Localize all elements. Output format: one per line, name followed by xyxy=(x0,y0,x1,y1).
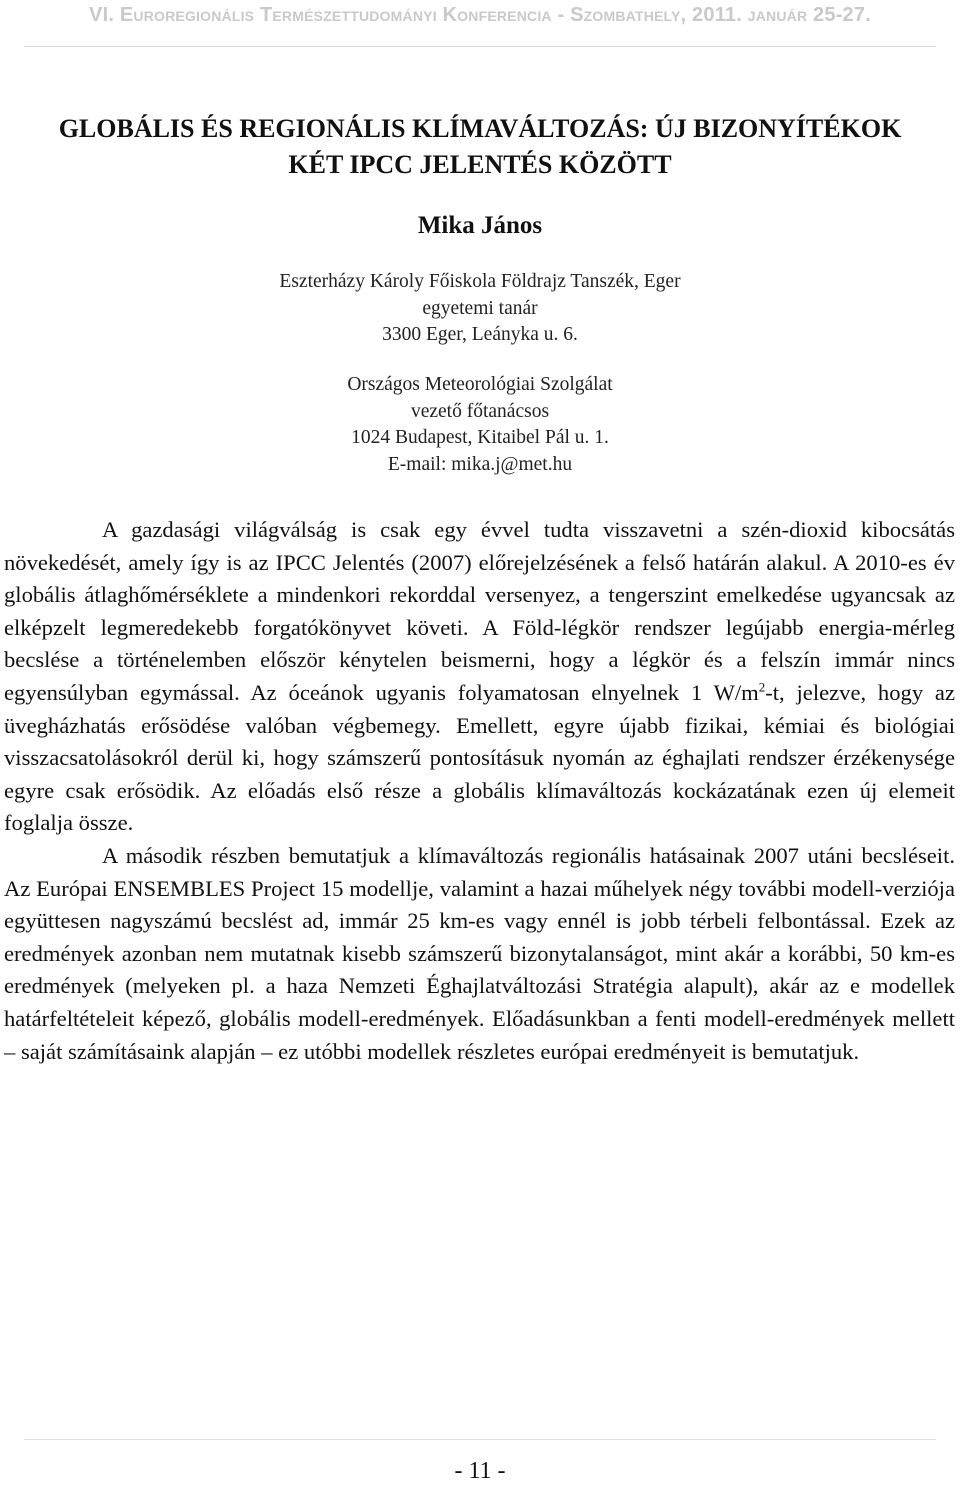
abstract-paragraph-1 xyxy=(4,514,955,840)
affiliation-secondary xyxy=(0,372,960,478)
affiliation-line: Országos Meteorológiai Szolgálat xyxy=(347,374,613,395)
affiliation-line: egyetemi tanár xyxy=(422,297,538,319)
paper-title-line-2: KÉT IPCC JELENTÉS KÖZÖTT xyxy=(288,150,672,179)
affiliation-line: 1024 Budapest, Kitaibel Pál u. 1. xyxy=(351,427,609,448)
abstract-text: A gazdasági világválság is csak egy évvel tudta visszavetni a szén-dioxid kibocsátás növekedését, amely így is az IPCC Jelentés (2007) előrejelzésének a felső határán alakul. A 2010-es év globális átlaghőmérséklete a mindenkori rekorddal versenyez, a tengerszint emelkedése ugyancsak az elképzelt legmeredekebb forgatókönyvet követi. A Föld-légkör rendszer legújabb energia-mérleg becslése a történelemben először kénytelen beismerni, hogy a légkör és a felszín immár nincs egyensúlyban egymással. Az óceánok ugyanis folyamatosan elnyelnek 1 W/m xyxy=(4,517,955,705)
affiliation-line: vezető főtanácsos xyxy=(410,400,550,422)
affiliation-line: 3300 Eger, Leányka u. 6. xyxy=(382,324,578,345)
running-header: VI. Euroregionális Természettudományi Konferencia - Szombathely, 2011. január 25-27. xyxy=(89,4,871,26)
page-number: - 11 - xyxy=(454,1458,506,1484)
superscript: 2 xyxy=(758,679,766,695)
paper-title-line-1: GLOBÁLIS ÉS REGIONÁLIS KLÍMAVÁLTOZÁS: ÚJ BIZONYÍTÉKOK xyxy=(58,114,902,143)
paper-title xyxy=(0,111,960,183)
abstract-text: -t, jelezve, hogy az üvegházhatás erősödése valóban végbemegy. Emellett, egyre újabb fizikai, kémiai és biológiai visszacsatolásokról derül ki, hogy számszerű pontosításuk nyomán az éghajlati rendszer érzékenysége egyre csak erősödik. Az előadás első része a globális klímaváltozás kockázatának ezen új elemeit foglalja össze. xyxy=(4,679,955,836)
affiliation-primary xyxy=(0,269,960,349)
abstract-body xyxy=(4,514,955,1068)
affiliation-line: Eszterházy Károly Főiskola Földrajz Tanszék, Eger xyxy=(279,271,681,292)
abstract-paragraph-2: A második részben bemutatjuk a klímaváltozás regionális hatásainak 2007 utáni becsléseit. Az Európai ENSEMBLES Project 15 modellje, valamint a hazai műhelyek négy további modell-verziója együttesen nagyszámú becslést ad, immár 25 km-es vagy ennél is jobb térbeli felbontással. Ezek az eredmények azonban nem mutatnak kisebb számszerű bizonytalanságot, mint akár a korábbi, 50 km-es eredmények (melyeken pl. a haza Nemzeti Éghajlatváltozási Stratégia alapult), akár az e modellek határfeltételeit képező, globális modell-eredmények. Előadásunkban a fenti modell-eredmények mellett – saját számításaink alapján – ez utóbbi modellek részletes európai eredményeit is bemutatjuk. xyxy=(4,842,955,1064)
email-line: E-mail: mika.j@met.hu xyxy=(387,453,573,475)
footer-divider xyxy=(24,1439,936,1440)
header-divider xyxy=(24,46,936,47)
author-name: Mika János xyxy=(417,212,543,239)
